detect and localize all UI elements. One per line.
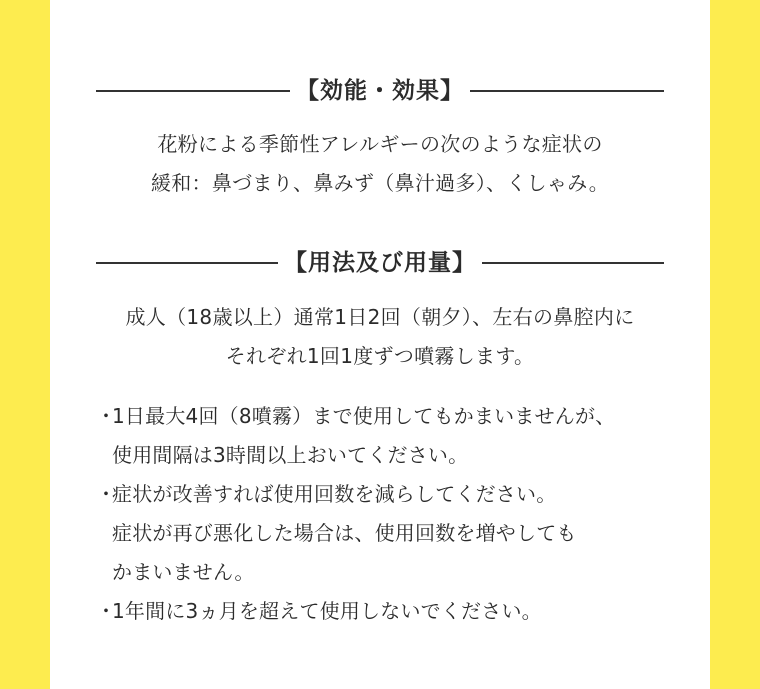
bullet: ・ xyxy=(96,599,117,623)
efficacy-line-1: 花粉による季節性アレルギーの次のような症状の xyxy=(157,132,603,156)
note-line: 症状が再び悪化した場合は、使用回数を増やしても xyxy=(112,521,577,545)
heading-rule-left xyxy=(96,262,278,264)
note-line: 使用間隔は3時間以上おいてください。 xyxy=(112,443,469,467)
efficacy-title: 【効能・効果】 xyxy=(296,78,464,104)
dosage-line-1: 成人（18歳以上）通常1日2回（朝夕）、左右の鼻腔内に xyxy=(125,305,635,329)
bullet: ・ xyxy=(96,482,117,506)
note-item xyxy=(96,475,686,592)
heading-rule-right xyxy=(482,262,664,264)
note-item xyxy=(96,592,686,631)
dosage-heading xyxy=(96,245,664,281)
usage-notes xyxy=(96,397,686,631)
efficacy-heading xyxy=(96,73,664,109)
note-line: 症状が改善すれば使用回数を減らしてください。 xyxy=(112,482,557,506)
dosage-text xyxy=(70,298,690,376)
efficacy-line-2: 緩和：鼻づまり、鼻みず（鼻汁過多）、くしゃみ。 xyxy=(150,171,610,195)
note-line: 1年間に3ヵ月を超えて使用しないでください。 xyxy=(112,599,542,623)
dosage-line-2: それぞれ1回1度ずつ噴霧します。 xyxy=(225,344,535,368)
note-item xyxy=(96,397,686,475)
content-panel xyxy=(50,0,710,689)
heading-rule-left xyxy=(96,90,290,92)
efficacy-text xyxy=(70,125,690,203)
heading-rule-right xyxy=(470,90,664,92)
bullet: ・ xyxy=(96,404,117,428)
note-line: かまいません。 xyxy=(112,560,255,584)
dosage-title: 【用法及び用量】 xyxy=(284,250,476,276)
note-line: 1日最大4回（8噴霧）まで使用してもかまいませんが、 xyxy=(112,404,616,428)
